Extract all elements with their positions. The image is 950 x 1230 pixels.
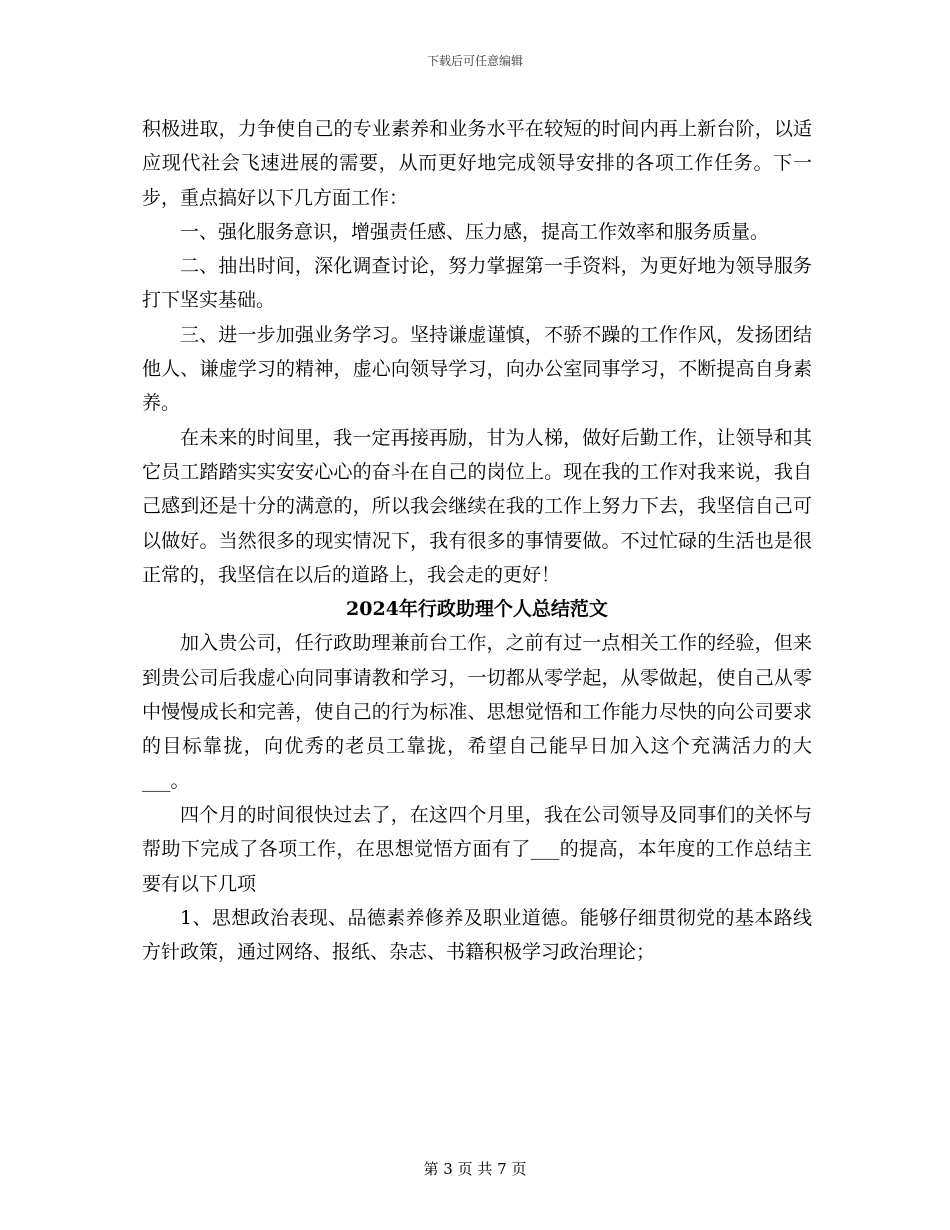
page-number: 第 3 页 共 7 页	[423, 1160, 527, 1178]
section-title: 2024年行政助理个人总结范文	[346, 598, 608, 621]
paragraph-continuation: 积极进取，力争使自己的专业素养和业务水平在较短的时间内再上新台阶，以适应现代社会飞速进展的需要，从而更好地完成领导安排的各项工作任务。下一步，重点搞好以下几方面工作：	[142, 118, 812, 209]
paragraph-item-1: 一、强化服务意识，增强责任感、压力感，提高工作效率和服务质量。	[180, 220, 770, 243]
paragraph-item-3: 三、进一步加强业务学习。坚持谦虚谨慎，不骄不躁的工作作风，发扬团结他人、谦虚学习的精神，虚心向领导学习，向办公室同事学习，不断提高自身素养。	[142, 323, 812, 415]
document-body	[142, 112, 812, 969]
header-note: 下载后可任意编辑	[426, 54, 523, 68]
paragraph-four-months: 四个月的时间很快过去了，在这四个月里，我在公司领导及同事们的关怀与帮助下完成了各项工作，在思想觉悟方面有了___的提高，本年度的工作总结主要有以下几项	[142, 803, 812, 895]
paragraph-politics: 1、思想政治表现、品德素养修养及职业道德。能够仔细贯彻党的基本路线方针政策，通过网络、报纸、杂志、书籍积极学习政治理论；	[142, 906, 812, 964]
paragraph-item-2: 二、抽出时间，深化调查讨论，努力掌握第一手资料，为更好地为领导服务打下坚实基础。	[142, 255, 812, 312]
paragraph-join: 加入贵公司，任行政助理兼前台工作，之前有过一点相关工作的经验，但来到贵公司后我虚心向同事请教和学习，一切都从零学起，从零做起，使自己从零中慢慢成长和完善，使自己的行为标准、思想觉悟和工作能力尽快的向公司要求的目标靠拢，向优秀的老员工靠拢，希望自己能早日加入这个充满活力的大___。	[142, 632, 812, 792]
paragraph-future: 在未来的时间里，我一定再接再励，甘为人梯，做好后勤工作，让领导和其它员工踏踏实实安安心心的奋斗在自己的岗位上。现在我的工作对我来说，我自己感到还是十分的满意的，所以我会继续在我的工作上努力下去，我坚信自己可以做好。当然很多的现实情况下，我有很多的事情要做。不过忙碌的生活也是很正常的，我坚信在以后的道路上，我会走的更好！	[142, 426, 812, 586]
